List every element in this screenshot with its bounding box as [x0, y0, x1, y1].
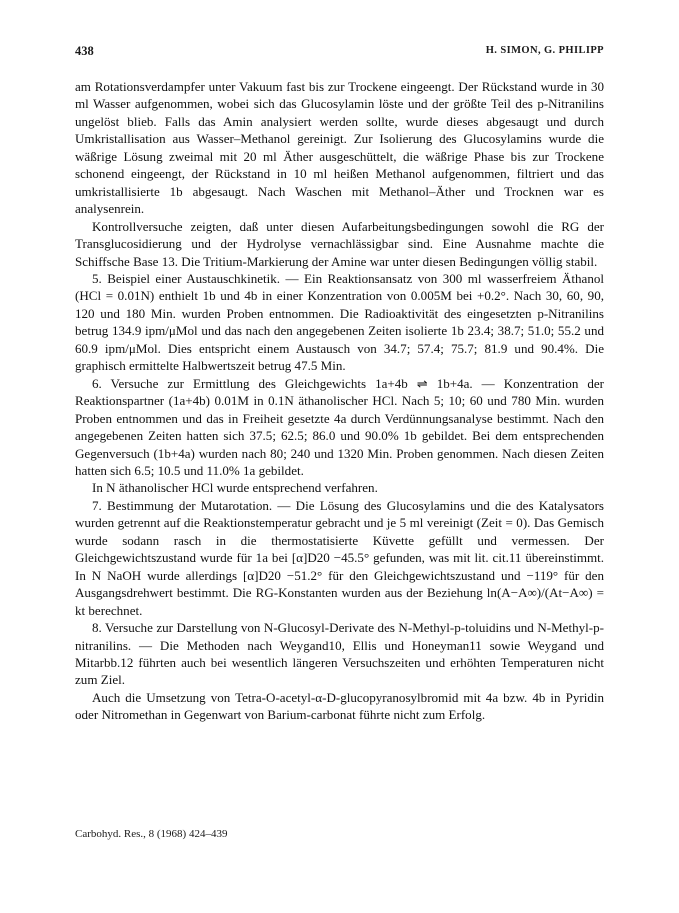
paragraph-n-glucosyl-derivatives: 8. Versuche zur Darstellung von N-Glucosyl-Derivate des N-Methyl-p-toluidins und N-Methyl-p-nitranilins. — Die Methoden nach Weygand10, Ellis und Honeyman11 sowie Weygand und Mitarbb.12 führten auch bei wesentlich längeren Versuchszeiten und erhöhten Temperaturen nicht zum Ziel. [75, 620, 604, 688]
paragraph-mutarotation: 7. Bestimmung der Mutarotation. — Die Lösung des Glucosylamins und die des Katalysators wurden getrennt auf die Reaktionstemperatur gebracht und je 5 ml vereinigt (Zeit = 0). Das Gemisch wurde sodann rasch in die thermostatisierte Küvette gefüllt und vermessen. Der Gleichgewichtszustand wurde für 1a bei [α]D20 −45.5° gefunden, was mit lit. cit.11 übereinstimmt. In N NaOH wurde allerdings [α]D20 −51.2° für den Gleichgewichtszustand und −119° für den Ausgangsdrehwert bestimmt. Die RG-Konstanten wurden aus der Beziehung ln(A−A∞)/(At−A∞) = kt berechnet. [75, 497, 604, 618]
paragraph-n-hcl: In N äthanolischer HCl wurde entsprechend verfahren. [92, 480, 378, 496]
running-header [75, 44, 604, 60]
running-head-authors: H. SIMON, G. PHILIPP [485, 45, 604, 56]
paragraph-control-experiments: Kontrollversuche zeigten, daß unter diesen Aufarbeitungsbedingungen sowohl die RG der Transglucosidierung und der Hydrolyse vernachlässigbar sind. Eine Ausnahme machte die Schiffsche Base 13. Die Tritium-Markierung der Amine war unter diesen Bedingungen völlig stabil. [75, 218, 604, 269]
paragraph-equilibrium: 6. Versuche zur Ermittlung des Gleichgewichts 1a+4b ⇌ 1b+4a. — Konzentration der Reaktionspartner (1a+4b) 0.01M in 0.1N äthanolischer HCl. Nach 5; 10; 60 und 780 Min. wurden Proben entnommen und das in Freiheit gesetzte 4a durch Verdünnungsanalyse bestimmt. Nach den angegebenen Zeiten hatten sich 37.5; 62.5; 86.0 und 90.0% 1b gebildet. Bei dem entsprechenden Gegenversuch (1b+4a) wurden nach 80; 240 und 1320 Min. Proben genommen. Nach diesen Zeiten hatten sich 6.5; 10.5 und 11.0% 1a gebildet. [75, 375, 604, 478]
paragraph-reaction-attempt: Auch die Umsetzung von Tetra-O-acetyl-α-D-glucopyranosylbromid mit 4a bzw. 4b in Pyridin oder Nitromethan in Gegenwart von Barium-carbonat führte nicht zum Erfolg. [75, 689, 604, 723]
journal-citation-footer: Carbohyd. Res., 8 (1968) 424–439 [75, 828, 228, 840]
paragraph-isolation: am Rotationsverdampfer unter Vakuum fast bis zur Trockene eingeengt. Der Rückstand wurde in 30 ml Wasser aufgenommen, wobei sich das Glucosylamin löste und der größte Teil des p-Nitranilins ungelöst blieb. Falls das Amin analysiert werden sollte, wurde dieses abgesaugt und durch Umkristallisation aus Wasser–Methanol gereinigt. Zur Isolierung des Glucosylamins wurde die wäßrige Lösung zweimal mit 20 ml Äther ausgeschüttelt, die wäßrige Phase bis zur Trockene schonend eingeengt, der Rückstand in 10 ml heißen Methanol aufgenommen, filtriert und das umkristallisierte 1b abgesaugt. Nach Waschen mit Methanol–Äther und Trocknen war es analysenrein. [75, 79, 604, 217]
body-text [75, 78, 604, 724]
paragraph-exchange-kinetics: 5. Beispiel einer Austauschkinetik. — Ein Reaktionsansatz von 300 ml wasserfreiem Äthanol (HCl = 0.01N) enthielt 1b und 4b in einer Konzentration von 0.005M bei +0.2°. Nach 30, 60, 90, 120 und 180 Min. wurden Proben entnommen. Die Radioaktivität des eingesetzten p-Nitranilins betrug 134.9 ipm/μMol und das nach den angegebenen Zeiten isolierte 1b 23.4; 38.7; 51.0; 55.2 und 60.9 ipm/μMol. Dies entspricht einem Austausch von 34.7; 57.4; 75.7; 81.9 und 90.4%. Die graphisch ermittelte Halbwertszeit betrug 47.5 Min. [75, 270, 604, 374]
page-number: 438 [75, 44, 94, 58]
